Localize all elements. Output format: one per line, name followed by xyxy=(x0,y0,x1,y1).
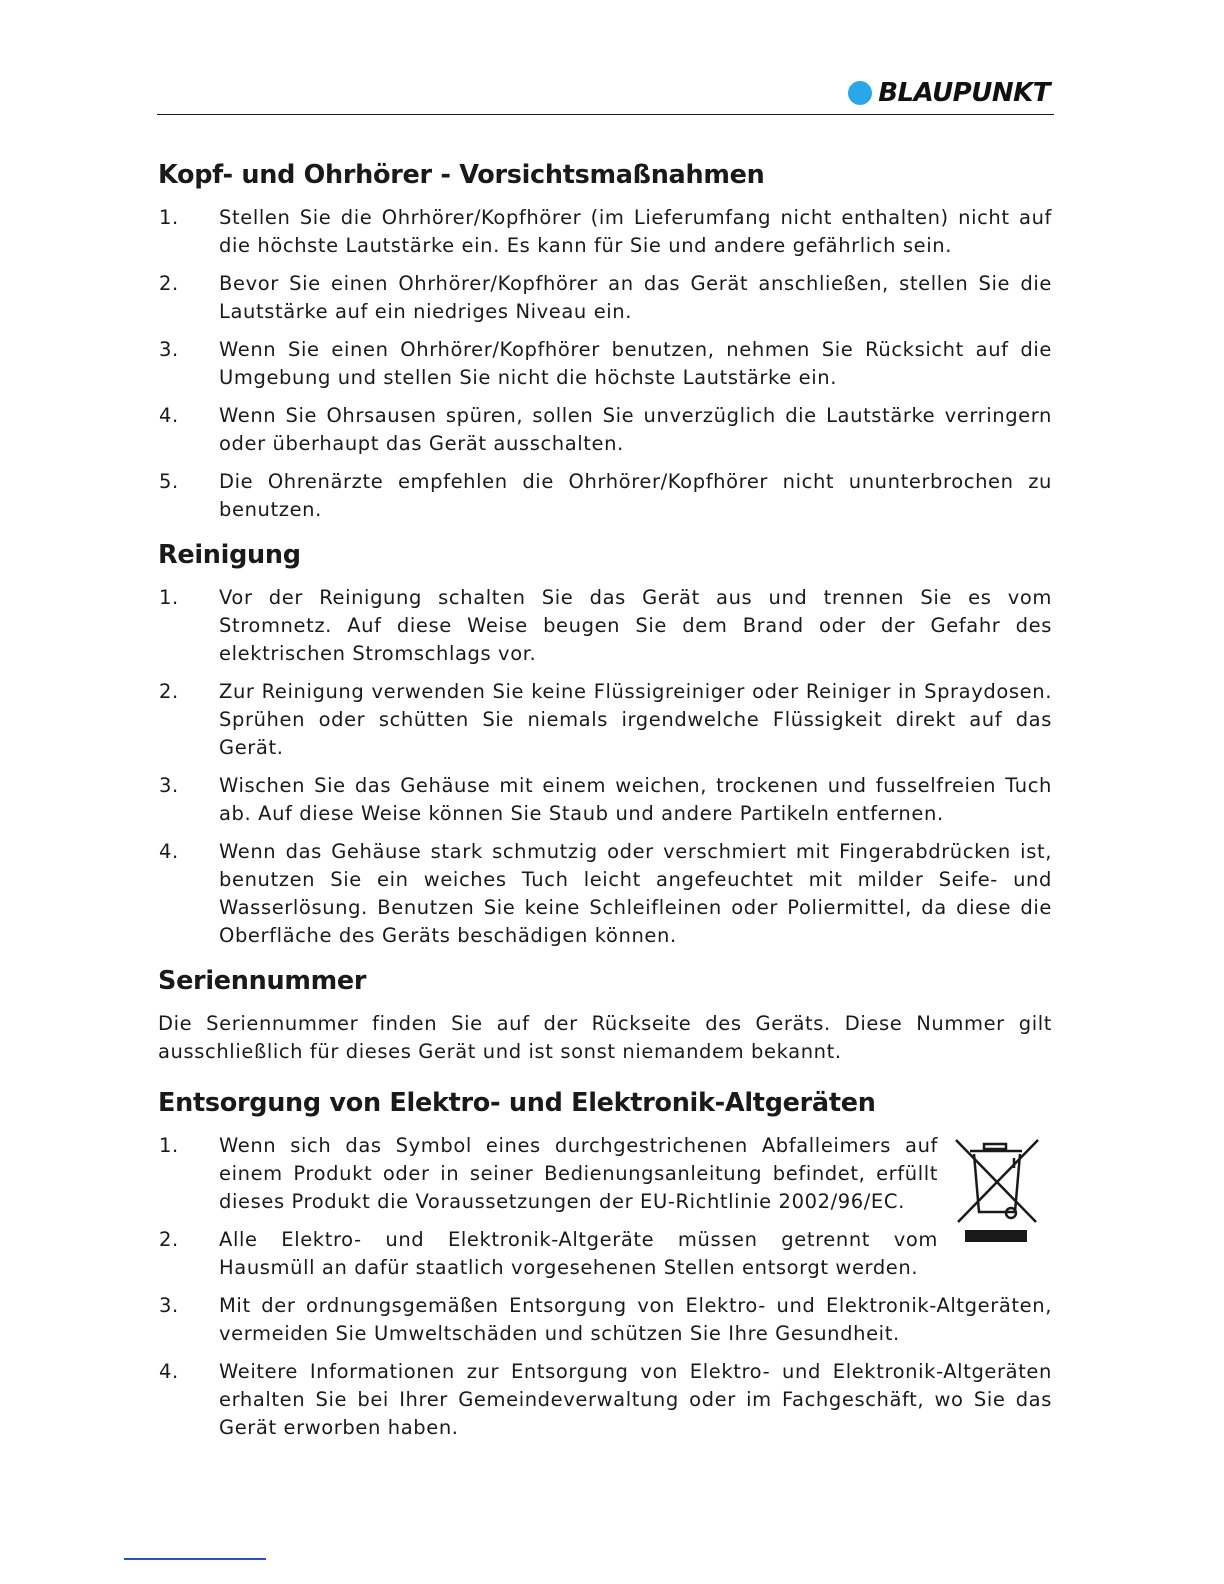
footer-link-underline xyxy=(124,1558,266,1560)
list-item xyxy=(158,584,1052,668)
section-headphones xyxy=(158,160,1052,524)
list-item-text: Wenn das Gehäuse stark schmutzig oder verschmiert mit Fingerabdrücken ist, benutzen Sie ein weiches Tuch leicht angefeuchtet mit milder Seife- und Wasserlösung. Benutzen Sie keine Schleifleinen oder Poliermittel, da diese die Oberfläche des Geräts beschädigen können. xyxy=(219,840,1052,947)
list-item-text: Die Ohrenärzte empfehlen die Ohrhörer/Kopfhörer nicht ununterbrochen zu benutzen. xyxy=(219,470,1052,521)
list-item-number: 4. xyxy=(159,1360,179,1383)
list-item-number: 2. xyxy=(159,272,179,295)
list-item xyxy=(158,336,1052,392)
disposal-body xyxy=(158,1132,1052,1442)
brand-logo xyxy=(848,78,1050,108)
section-cleaning xyxy=(158,540,1052,950)
list-item-text: Wischen Sie das Gehäuse mit einem weichen, trockenen und fusselfreien Tuch ab. Auf diese Weise können Sie Staub und andere Partikeln entfernen. xyxy=(219,774,1052,825)
list-item xyxy=(158,1292,1052,1348)
section-serial xyxy=(158,966,1052,1066)
section-title: Reinigung xyxy=(158,540,301,570)
page-header xyxy=(157,72,1054,115)
list-item-number: 4. xyxy=(159,404,179,427)
section-title: Seriennummer xyxy=(158,966,367,996)
list-item-number: 3. xyxy=(159,774,179,797)
list-item-text: Stellen Sie die Ohrhörer/Kopfhörer (im Lieferumfang nicht enthalten) nicht auf die höchste Lautstärke ein. Es kann für Sie und andere gefährlich sein. xyxy=(219,206,1052,257)
list-item xyxy=(158,1226,938,1282)
list-item-number: 2. xyxy=(159,680,179,703)
list-item xyxy=(158,772,1052,828)
list-item-text: Zur Reinigung verwenden Sie keine Flüssigreiniger oder Reiniger in Spraydosen. Sprühen oder schütten Sie niemals irgendwelche Flüssigkeit direkt auf das Gerät. xyxy=(219,680,1052,759)
list-item xyxy=(158,1358,1052,1442)
list-item xyxy=(158,678,1052,762)
list-item-text: Vor der Reinigung schalten Sie das Gerät aus und trennen Sie es vom Stromnetz. Auf diese Weise beugen Sie dem Brand oder der Gefahr des elektrischen Stromschlags vor. xyxy=(219,586,1052,665)
list-item-number: 3. xyxy=(159,338,179,361)
list-item xyxy=(158,270,1052,326)
list-item xyxy=(158,402,1052,458)
list-item-text: Wenn Sie einen Ohrhörer/Kopfhörer benutzen, nehmen Sie Rücksicht auf die Umgebung und stellen Sie nicht die höchste Lautstärke ein. xyxy=(219,338,1052,389)
list-item-text: Bevor Sie einen Ohrhörer/Kopfhörer an das Gerät anschließen, stellen Sie die Lautstärke auf ein niedriges Niveau ein. xyxy=(219,272,1052,323)
serial-paragraph: Die Seriennummer finden Sie auf der Rückseite des Geräts. Diese Nummer gilt ausschließlich für dieses Gerät und ist sonst niemandem bekannt. xyxy=(158,1012,1052,1063)
list-item-number: 1. xyxy=(159,1134,179,1157)
list-item-number: 5. xyxy=(159,470,179,493)
list-item-number: 1. xyxy=(159,206,179,229)
list-item-text: Wenn Sie Ohrsausen spüren, sollen Sie unverzüglich die Lautstärke verringern oder überhaupt das Gerät ausschalten. xyxy=(219,404,1052,455)
list-item xyxy=(158,468,1052,524)
disposal-list xyxy=(158,1132,1052,1442)
list-item xyxy=(158,838,1052,950)
list-item-text: Alle Elektro- und Elektronik-Altgeräte müssen getrennt vom Hausmüll an dafür staatlich vorgesehenen Stellen entsorgt werden. xyxy=(219,1228,938,1279)
list-item-number: 2. xyxy=(159,1228,179,1251)
section-disposal xyxy=(158,1088,1052,1442)
headphones-list xyxy=(158,204,1052,524)
list-item-text: Weitere Informationen zur Entsorgung von Elektro- und Elektronik-Altgeräten erhalten Sie bei Ihrer Gemeindeverwaltung oder im Fachgeschäft, wo Sie das Gerät erworben haben. xyxy=(219,1360,1052,1439)
crossed-out-wheelie-bin-icon xyxy=(954,1136,1040,1242)
list-item xyxy=(158,1132,938,1216)
section-title: Entsorgung von Elektro- und Elektronik-Altgeräten xyxy=(158,1088,876,1118)
page-content xyxy=(158,160,1052,1458)
brand-dot-icon xyxy=(848,81,872,105)
list-item-number: 3. xyxy=(159,1294,179,1317)
list-item-text: Wenn sich das Symbol eines durchgestrichenen Abfalleimers auf einem Produkt oder in seiner Bedienungsanleitung befindet, erfüllt dieses Produkt die Voraussetzungen der EU-Richtlinie 2002/96/EC. xyxy=(219,1134,938,1213)
brand-name: BLAUPUNKT xyxy=(878,78,1050,108)
list-item-number: 1. xyxy=(159,586,179,609)
list-item-text: Mit der ordnungsgemäßen Entsorgung von Elektro- und Elektronik-Altgeräten, vermeiden Sie Umweltschäden und schützen Sie Ihre Gesundheit. xyxy=(219,1294,1052,1345)
cleaning-list xyxy=(158,584,1052,950)
list-item xyxy=(158,204,1052,260)
list-item-number: 4. xyxy=(159,840,179,863)
section-title: Kopf- und Ohrhörer - Vorsichtsmaßnahmen xyxy=(158,160,765,190)
